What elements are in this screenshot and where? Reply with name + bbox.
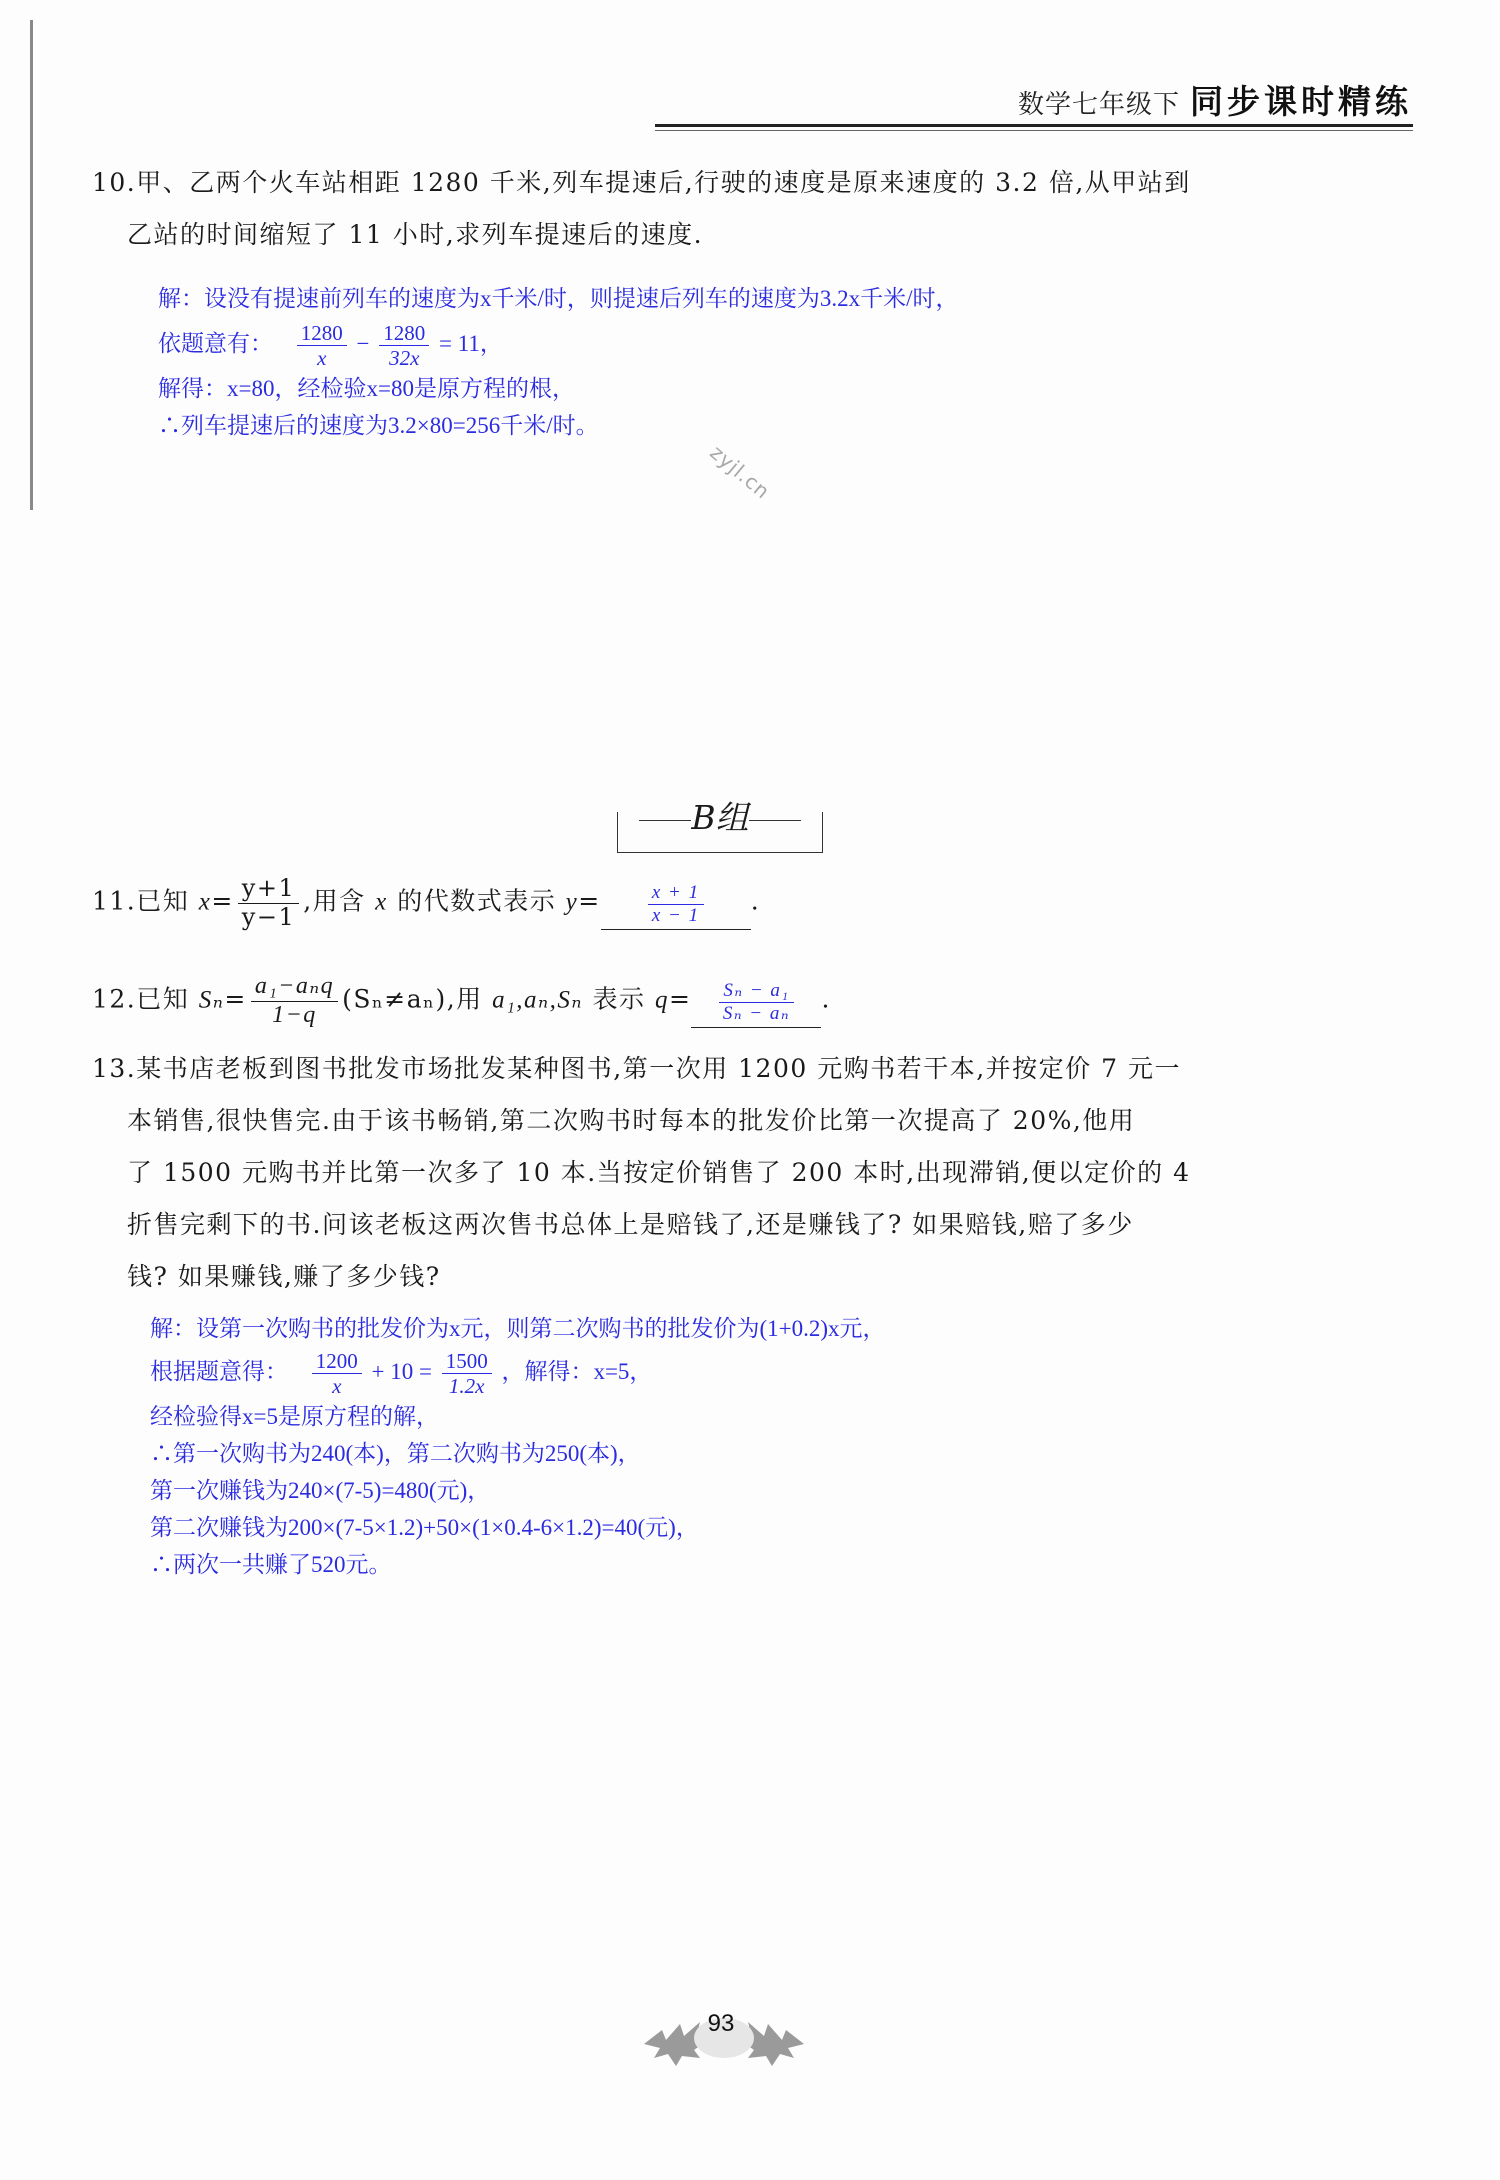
book-label: 数学七年级下	[1017, 90, 1180, 120]
answer-10-line-1: 解：设没有提速前列车的速度为x千米/时，则提速后列车的速度为3.2x千米/时，	[158, 286, 959, 311]
answer-blank-12	[691, 975, 821, 1028]
binding-edge-line	[30, 20, 33, 510]
fraction-1280-over-x: $\frac{1280}{x}$	[297, 321, 347, 370]
fraction-1500-over-1-2x: $\frac{1500}{1.2x}$	[442, 1349, 492, 1398]
fraction-series-sum: $\frac{\text{a₁−aₙq}}{1-q}$	[251, 973, 338, 1029]
minus-sign: −	[356, 330, 370, 356]
header-rule	[655, 124, 1413, 127]
watermark: zyjl.cn	[705, 440, 775, 504]
b-group-title: B组	[691, 798, 749, 837]
question-10-line-1: 10.甲、乙两个火车站相距 1280 千米,列车提速后,行驶的速度是原来速度的 3.2 倍,从甲站到	[92, 168, 1191, 197]
answer-fraction-11: $\frac{x + 1}{x - 1}$	[648, 882, 704, 927]
equation-tail: ，解得：x=5，	[501, 1358, 653, 1384]
answer-10-equation	[158, 321, 959, 370]
question-13	[92, 1043, 1191, 1303]
question-10	[92, 157, 1191, 261]
answer-13-line-3: 经检验得x=5是原方程的解，	[150, 1404, 439, 1430]
running-header	[1018, 76, 1412, 123]
answer-13	[150, 1310, 886, 1583]
question-13-line-2: 本销售,很快售完.由于该书畅销,第二次购书时每本的批发价比第一次提高了 20%,他用	[127, 1106, 1136, 1135]
plus-ten: + 10 =	[371, 1358, 432, 1384]
question-12: 12.已知 Sₙ= $\frac{\text{a₁−aₙq}}{1-q}$ (Sₙ≠aₙ),用 a₁,aₙ,Sₙ 表示 q= $\frac{\text{Sₙ − a₁}}{\text{Sₙ − aₙ}}$ .	[92, 973, 831, 1028]
fraction-y-plus-1-over-y-minus-1: $\frac{y+1}{y-1}$	[238, 875, 299, 931]
answer-13-line-6: 第二次赚钱为200×(7-5×1.2)+50×(1×0.4-6×1.2)=40(元)，	[150, 1515, 699, 1541]
answer-13-line-4: ∴第一次购书为240(本)，第二次购书为250(本)，	[150, 1441, 641, 1467]
equation-label: 依题意有：	[158, 330, 273, 356]
heading-dash-right	[749, 820, 801, 821]
question-13-line-5: 钱? 如果赚钱,赚了多少钱?	[127, 1262, 441, 1291]
fraction-1280-over-32x: $\frac{1280}{32x}$	[379, 321, 429, 370]
answer-10	[158, 280, 959, 444]
question-13-line-3: 了 1500 元购书并比第一次多了 10 本.当按定价销售了 200 本时,出现滞销,便以定价的 4	[127, 1158, 1191, 1187]
equation-rhs: = 11，	[438, 330, 503, 356]
answer-13-equation	[150, 1349, 886, 1398]
answer-10-line-4: ∴列车提速后的速度为3.2×80=256千米/时。	[158, 413, 599, 439]
question-13-line-1: 13.某书店老板到图书批发市场批发某种图书,第一次用 1200 元购书若干本,并按定价 7 元一	[92, 1054, 1181, 1083]
equation-label: 根据题意得：	[150, 1358, 288, 1384]
question-10-line-2: 乙站的时间缩短了 11 小时,求列车提速后的速度.	[127, 220, 704, 249]
question-13-line-4: 折售完剩下的书.问该老板这两次售书总体上是赔钱了,还是赚钱了? 如果赔钱,赔了多少	[127, 1210, 1134, 1239]
answer-13-line-7: ∴两次一共赚了520元。	[150, 1552, 392, 1578]
answer-13-line-5: 第一次赚钱为240×(7-5)=480(元)，	[150, 1478, 491, 1504]
answer-10-line-3: 解得：x=80，经检验x=80是原方程的根，	[158, 376, 575, 402]
answer-fraction-12: $\frac{\text{Sₙ − a₁}}{\text{Sₙ − aₙ}}$	[719, 980, 794, 1025]
answer-blank-11	[601, 877, 751, 930]
series-title: 同步课时精练	[1190, 82, 1412, 121]
header-rule-thin	[655, 130, 1413, 131]
heading-dash-left	[639, 820, 691, 821]
fraction-1200-over-x: $\frac{1200}{x}$	[312, 1349, 362, 1398]
answer-13-line-1: 解：设第一次购书的批发价为x元，则第二次购书的批发价为(1+0.2)x元，	[150, 1316, 886, 1341]
page-number: 93	[707, 2010, 735, 2037]
question-11: 11.已知 x= $\frac{y+1}{y-1}$ ,用含 x 的代数式表示 y= $\frac{x + 1}{x - 1}$ .	[92, 874, 761, 931]
b-group-heading	[617, 792, 823, 839]
